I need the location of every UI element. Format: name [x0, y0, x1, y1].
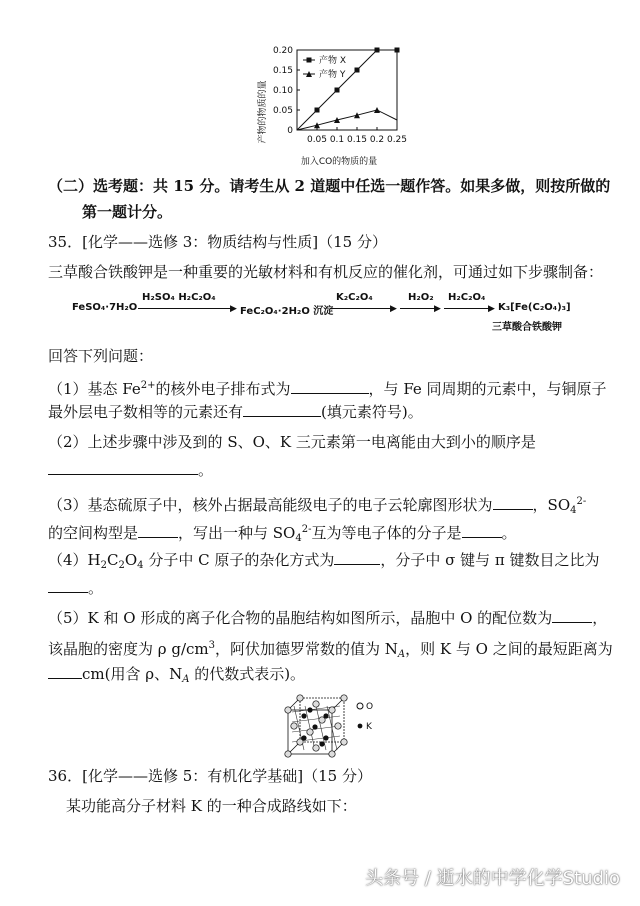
o-atom — [313, 701, 319, 707]
section2-line1: （二）选考题：共 15 分。请考生从 2 道题中任选一题作答。如果多做，则按所做的 — [48, 177, 611, 195]
watermark: 头条号 / 逝水的中学化学Studio — [365, 868, 620, 889]
bond-line — [292, 716, 340, 722]
o-atom — [341, 695, 347, 701]
scheme-product-name: 三草酸合铁酸钾 — [492, 322, 562, 333]
q35-part1-line1: （1）基态 $Fe^{2+}$的核外电子排布式为 ，与 Fe 同周期的元素中，与铜原子 — [48, 380, 607, 398]
o-atom — [329, 707, 335, 713]
scheme-product: K₃[Fe(C₂O₄)₃] — [498, 302, 571, 313]
o-atom — [291, 723, 297, 729]
q35-part1-line2: 最外层电子数相等的元素还有 (填元素符号)。 — [48, 403, 423, 421]
scheme-reagent-1: H₂SO₄ H₂C₂O₄ — [142, 292, 216, 303]
answer-blank-10[interactable] — [48, 664, 82, 679]
legend-o-marker — [357, 703, 363, 709]
scheme-reagent-4: H₂C₂O₄ — [448, 292, 486, 303]
q35-prompt: 回答下列问题： — [48, 347, 154, 365]
q35-part2-line2: 。 — [48, 460, 213, 480]
chart-xtick-label: 0.25 — [386, 135, 408, 145]
answer-blank-6[interactable] — [462, 523, 502, 538]
product-chart — [255, 40, 408, 175]
answer-blank-1[interactable] — [291, 379, 369, 394]
chart-ytick-label: 0.10 — [272, 86, 293, 96]
q35-part4-line2: 。 — [48, 578, 103, 598]
k-atom — [301, 713, 306, 718]
o-atom — [285, 751, 291, 757]
q35-part5-line1: （5）K 和 O 形成的离子化合物的晶胞结构如图所示，晶胞中 O 的配位数为 ， — [48, 609, 608, 627]
arrow-4 — [444, 308, 492, 309]
chart-xlabel: 加入CO的物质的量 — [300, 157, 378, 167]
o-atom — [313, 745, 319, 751]
q35-title: 35．[化学——选修 3：物质结构与性质]（15 分） — [48, 233, 387, 251]
series-point-0 — [315, 108, 320, 113]
o-atom — [285, 707, 291, 713]
legend-k-label: K — [366, 722, 372, 732]
answer-blank-5[interactable] — [138, 523, 178, 538]
o-atom — [335, 723, 341, 729]
answer-blank-7[interactable] — [334, 550, 380, 565]
chart-xtick-label: 0.1 — [329, 135, 345, 145]
section2-line2: 第一题计分。 — [82, 203, 173, 221]
legend-label-y: 产物 Y — [319, 70, 346, 80]
chart-xtick-label: 0.2 — [369, 135, 385, 145]
scheme-intermediate: FeC₂O₄·2H₂O 沉淀 — [240, 306, 334, 317]
q35-part5-line2: 该晶胞的密度为 ρ $g/cm^3$，阿伏加德罗常数的值为 $N_A$，则 K 与 O 之间的最短距离为 — [48, 640, 613, 660]
k-atom — [301, 735, 306, 740]
q35-part3-line2: 的空间构型是 ，写出一种与 $SO_4^{2-}$互为等电子体的分子是 。 — [48, 524, 517, 544]
arrow-1 — [138, 308, 234, 309]
q36-title: 36．[化学——选修 5：有机化学基础]（15 分） — [48, 767, 372, 785]
reaction-scheme: FeSO₄·7H₂O H₂SO₄ H₂C₂O₄ ▶ FeC₂O₄·2H₂O 沉淀 K₂C₂O₄ ▶ H₂O₂ ▶ H₂C₂O₄ ▶ K₃[Fe(C₂O₄)₃] 三草酸合铁酸钾 — [72, 292, 571, 333]
chart-xtick-label: 0.05 — [306, 135, 328, 145]
arrow-3 — [400, 308, 438, 309]
chart-ytick-label: 0.15 — [272, 66, 293, 76]
chart-ytick-label: 0 — [287, 126, 293, 136]
series-point-0 — [395, 48, 400, 53]
q35-intro: 三草酸合铁酸钾是一种重要的光敏材料和有机反应的催化剂，可通过如下步骤制备： — [48, 263, 604, 281]
crystal-lattice — [285, 695, 347, 757]
o-atom — [329, 751, 335, 757]
scheme-reagent-2: K₂C₂O₄ — [336, 292, 373, 303]
legend-marker-x — [307, 58, 312, 63]
series-point-0 — [355, 68, 360, 73]
series-line-1 — [297, 110, 397, 130]
scheme-start: FeSO₄·7H₂O — [72, 302, 138, 313]
crystal-structure-figure — [282, 692, 392, 758]
legend-o-label: O — [366, 702, 374, 712]
q35-part3-line1: （3）基态硫原子中，核外占据最高能级电子的电子云轮廓图形状为 ，$SO_4^{2-}$ — [48, 496, 587, 516]
q35-part5-line3: cm(用含 ρ、$N_A$ 的代数式表示)。 — [48, 664, 305, 690]
k-atom — [323, 713, 328, 718]
o-atom — [341, 739, 347, 745]
k-atom — [307, 707, 312, 712]
legend-label-x: 产物 X — [319, 56, 347, 66]
chart-ytick-label: 0.20 — [272, 46, 293, 56]
q36-intro: 某功能高分子材料 K 的一种合成路线如下： — [66, 797, 357, 815]
scheme-reagent-3: H₂O₂ — [408, 292, 434, 303]
k-atom — [312, 724, 317, 729]
chart-yticks — [273, 46, 300, 136]
answer-blank-3[interactable] — [48, 460, 198, 475]
arrow-2 — [330, 308, 394, 309]
answer-blank-2[interactable] — [243, 402, 321, 417]
o-atom — [307, 729, 313, 735]
q35-part2-line1: （2）上述步骤中涉及到的 S、O、K 三元素第一电离能由大到小的顺序是 — [48, 433, 536, 451]
answer-blank-8[interactable] — [48, 578, 88, 593]
k-atom — [319, 741, 324, 746]
chart-ylabel: 产物的物质的量 — [258, 80, 268, 144]
answer-blank-4[interactable] — [493, 495, 533, 510]
o-atom — [297, 695, 303, 701]
chart-legend — [303, 54, 346, 80]
series-point-0 — [335, 88, 340, 93]
legend-k-marker — [358, 724, 363, 729]
series-point-0 — [375, 48, 380, 53]
chart-xtick-label: 0.15 — [346, 135, 368, 145]
k-atom — [323, 735, 328, 740]
chart-ytick-label: 0.05 — [272, 106, 293, 116]
answer-blank-9[interactable] — [552, 608, 592, 623]
q35-part4-line1: $(4)H_2C_2O_4$ 分子中 C 原子的杂化方式为 ，分子中 σ 键与 π 键数目之比为 — [48, 551, 600, 571]
series-point-1 — [374, 107, 380, 113]
